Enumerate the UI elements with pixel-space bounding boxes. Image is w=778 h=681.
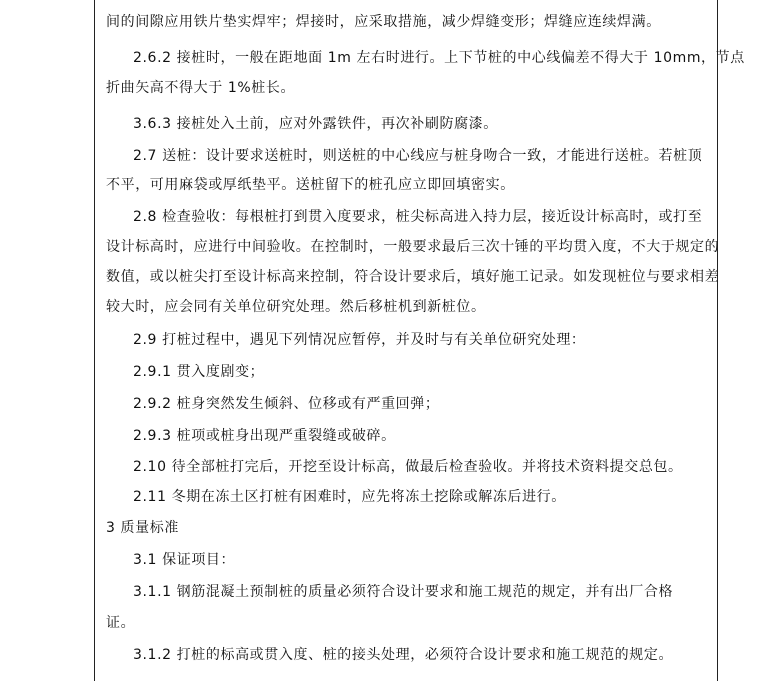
section-heading: 3 质量标准	[106, 520, 179, 536]
paragraph-line: 2.6.2 接桩时，一般在距地面 1m 左右时进行。上下节桩的中心线偏差不得大于 10mm，节点	[133, 50, 745, 66]
paragraph-line: 数值，或以桩尖打至设计标高来控制，符合设计要求后，填好施工记录。如发现桩位与要求相差	[106, 269, 720, 285]
paragraph-line: 证。	[106, 615, 136, 631]
paragraph-line: 2.11 冬期在冻土区打桩有困难时，应先将冻土挖除或解冻后进行。	[133, 489, 566, 505]
right-border-line	[717, 0, 718, 681]
paragraph-line: 间的间隙应用铁片垫实焊牢；焊接时，应采取措施，减少焊缝变形；焊缝应连续焊满。	[106, 14, 661, 30]
paragraph-line: 2.9.1 贯入度剧变；	[133, 364, 265, 380]
paragraph-line: 折曲矢高不得大于 1%桩长。	[106, 80, 296, 96]
paragraph-line: 2.9 打桩过程中，遇见下列情况应暂停，并及时与有关单位研究处理：	[133, 332, 586, 348]
paragraph-line: 较大时，应会同有关单位研究处理。然后移桩机到新桩位。	[106, 299, 486, 315]
paragraph-line: 不平，可用麻袋或厚纸垫平。送桩留下的桩孔应立即回填密实。	[106, 177, 515, 193]
paragraph-line: 设计标高时，应进行中间验收。在控制时，一般要求最后三次十锤的平均贯入度，不大于规定的	[106, 239, 720, 255]
paragraph-line: 3.6.3 接桩处入土前，应对外露铁件，再次补刷防腐漆。	[133, 116, 498, 132]
paragraph-line: 2.7 送桩：设计要求送桩时，则送桩的中心线应与桩身吻合一致，才能进行送桩。若桩顶	[133, 148, 703, 164]
paragraph-line: 3.1.1 钢筋混凝土预制桩的质量必须符合设计要求和施工规范的规定，并有出厂合格	[133, 584, 674, 600]
paragraph-line: 2.9.2 桩身突然发生倾斜、位移或有严重回弹；	[133, 396, 440, 412]
left-border-line	[94, 0, 95, 681]
paragraph-line: 3.1.2 打桩的标高或贯入度、桩的接头处理，必须符合设计要求和施工规范的规定。	[133, 647, 674, 663]
paragraph-line: 3.1 保证项目：	[133, 552, 236, 568]
paragraph-line: 2.8 检查验收：每根桩打到贯入度要求，桩尖标高进入持力层，接近设计标高时，或打至	[133, 209, 703, 225]
paragraph-line: 2.9.3 桩项或桩身出现严重裂缝或破碎。	[133, 428, 396, 444]
paragraph-line: 2.10 待全部桩打完后，开挖至设计标高，做最后检查验收。并将技术资料提交总包。	[133, 459, 683, 475]
